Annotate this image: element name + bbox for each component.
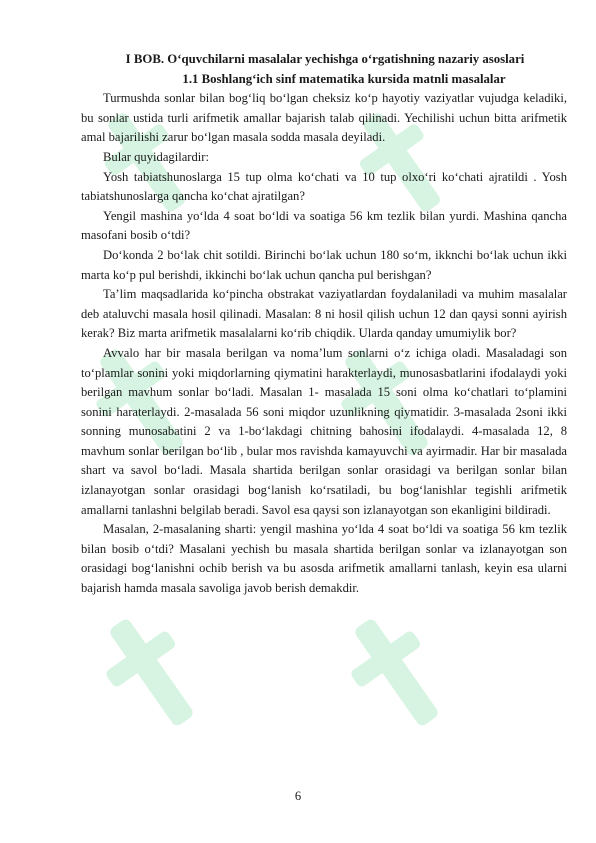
paragraph: Yengil mashina yo‘lda 4 soat bo‘ldi va soatiga 56 km tezlik bilan yurdi. Mashina qancha masofani bosib o‘tdi? [81,208,567,243]
paragraph: Avvalo har bir masala berilgan va noma’lum sonlarni o‘z ichiga oladi. Masaladagi son to‘plamlar sonini yoki miqdorlarning qiymatini harakterlaydi, munosasbatlarini ifodalaydi yoki berilgan mavhum sonlar bo‘ladi. Masalan 1- masalada 15 soni olma ko‘chatlari to‘plamini sonini haraterlaydi. 2-masalada 56 soni miqdor uzunlikning qiymatidir. 3-masalada 2soni ikki sonning munosabatini 2 va 1-bo‘lakdagi chitning bahosini ifodalaydi. 4-masalada 12, 8 mavhum sonlar berilgan bo‘lib , bular mos ravishda kamayuvchi va ayirmadir. Har bir masalada shart va savol bo‘ladi. Masala shartida berilgan sonlar orasidagi va berilgan sonlar bilan izlanayotgan sonlar orasidagi bog‘lanish ko‘rsatiladi, bu bog‘lanishlar tegishli arifmetik amallarni tanlashni belgilab beradi. Savol esa qaysi son izlanayotgan son ekanligini bildiradi. [81,345,567,517]
paragraph: Turmushda sonlar bilan bog‘liq bo‘lgan cheksiz ko‘p hayotiy vaziyatlar vujudga keladiki, bu sonlar ustida turli arifmetik amallar bajarish talab qilinadi. Yechilishi uchun bitta arifmetik amal bajarilishi zarur bo‘lgan masala sodda masala deyiladi. [81,91,567,145]
paragraph: Bular quyidagilardir: [103,149,209,164]
section-heading: 1.1 Boshlang‘ich sinf matematika kursida matnli masalalar [182,71,506,86]
paragraph: Masalan, 2-masalaning sharti: yengil mashina yo‘lda 4 soat bo‘ldi va soatiga 56 km tezlik bilan bosib o‘tdi? Masalani yechish bu masala shartida berilgan sonlar va izlanayotgan son orasidagi bog‘lanishni ochib berish va bu asosda arifmetik amallarni tanlash, keyin esa ularni bajarish hamda masala savoliga javob berish demakdir. [81,522,567,596]
chapter-heading: I BOB. O‘quvchilarni masalalar yechishga o‘rgatishning nazariy asoslari [125,52,525,66]
paragraph: Do‘konda 2 bo‘lak chit sotildi. Birinchi bo‘lak uchun 180 so‘m, ikknchi bo‘lak uchun ikki marta ko‘p pul berishdi, ikkinchi bo‘lak uchun qancha pul berishgan? [81,247,567,282]
watermark-logo-icon [95,600,215,740]
paragraph: Yosh tabiatshunoslarga 15 tup olma ko‘chati va 10 tup olxo‘ri ko‘chati ajratildi . Yosh tabiatshunoslarga qancha ko‘chat ajratilgan? [81,169,567,204]
page-number: 6 [294,789,302,803]
watermark-logo-icon [340,600,460,740]
paragraph: Ta’lim maqsadlarida ko‘pincha obstrakat vaziyatlardan foydalaniladi va muhim masalalar deb ataluvchi masala hosil qilinadi. Masalan: 8 ni hosil qilish uchun 12 dan qaysi sonni ayirish kerak? Biz marta arifmetik masalalarni ko‘rib chiqdik. Ularda qanday umumiylik bor? [81,287,567,341]
document-body [81,50,567,599]
